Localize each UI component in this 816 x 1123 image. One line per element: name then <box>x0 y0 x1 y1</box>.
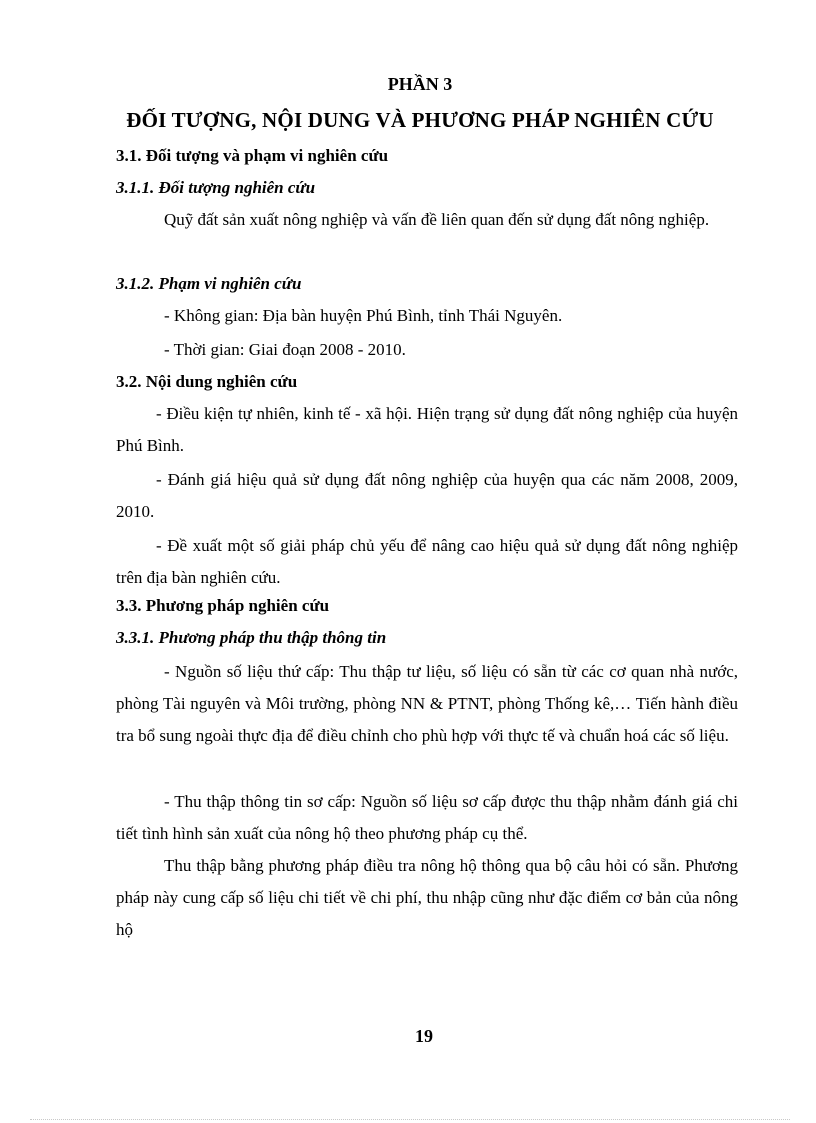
content-item-3: - Đề xuất một số giải pháp chủ yếu để nâng cao hiệu quả sử dụng đất nông nghiệp trên địa bàn nghiên cứu. <box>116 536 738 587</box>
content-item-2: - Đánh giá hiệu quả sử dụng đất nông nghiệp của huyện qua các năm 2008, 2009, 2010. <box>116 470 738 521</box>
survey-paragraph: Thu thập bằng phương pháp điều tra nông hộ thông qua bộ câu hỏi có sẵn. Phương pháp này cung cấp số liệu chi tiết về chi phí, thu nhập cũng như đặc điểm cơ bản của nông hộ <box>116 856 738 939</box>
secondary-data-paragraph: - Nguồn số liệu thứ cấp: Thu thập tư liệu, số liệu có sẵn từ các cơ quan nhà nước, phòng Tài nguyên và Môi trường, phòng NN & PTNT, phòng Thống kê,… Tiến hành điều tra bổ sung ngoài thực địa để điều chỉnh cho phù hợp với thực tế và chuẩn hoá các số liệu. <box>116 662 738 745</box>
content-item-1: - Điều kiện tự nhiên, kinh tế - xã hội. Hiện trạng sử dụng đất nông nghiệp của huyện Phú Bình. <box>116 404 738 455</box>
subsection-heading-3-1-1: 3.1.1. Đối tượng nghiên cứu <box>116 178 316 197</box>
paragraph-research-object: Quỹ đất sản xuất nông nghiệp và vấn đề liên quan đến sử dụng đất nông nghiệp. <box>164 210 710 229</box>
chapter-title: ĐỐI TƯỢNG, NỘI DUNG VÀ PHƯƠNG PHÁP NGHIÊN CỨU <box>126 108 714 132</box>
scope-time-line: - Thời gian: Giai đoạn 2008 - 2010. <box>164 340 406 359</box>
section-heading-3-2: 3.2. Nội dung nghiên cứu <box>116 372 298 391</box>
scope-space-line: - Không gian: Địa bàn huyện Phú Bình, tỉnh Thái Nguyên. <box>164 306 563 325</box>
section-heading-3-1: 3.1. Đối tượng và phạm vi nghiên cứu <box>116 146 389 165</box>
primary-data-paragraph: - Thu thập thông tin sơ cấp: Nguồn số liệu sơ cấp được thu thập nhằm đánh giá chi tiết tình hình sản xuất của nông hộ theo phương pháp cụ thể. <box>116 792 738 843</box>
subsection-heading-3-3-1: 3.3.1. Phương pháp thu thập thông tin <box>116 628 387 647</box>
part-label: PHẦN 3 <box>387 74 453 94</box>
subsection-heading-3-1-2: 3.1.2. Phạm vi nghiên cứu <box>116 274 302 293</box>
page-bottom-divider <box>30 1119 790 1120</box>
page-number: 19 <box>415 1026 433 1046</box>
section-heading-3-3: 3.3. Phương pháp nghiên cứu <box>116 596 330 615</box>
